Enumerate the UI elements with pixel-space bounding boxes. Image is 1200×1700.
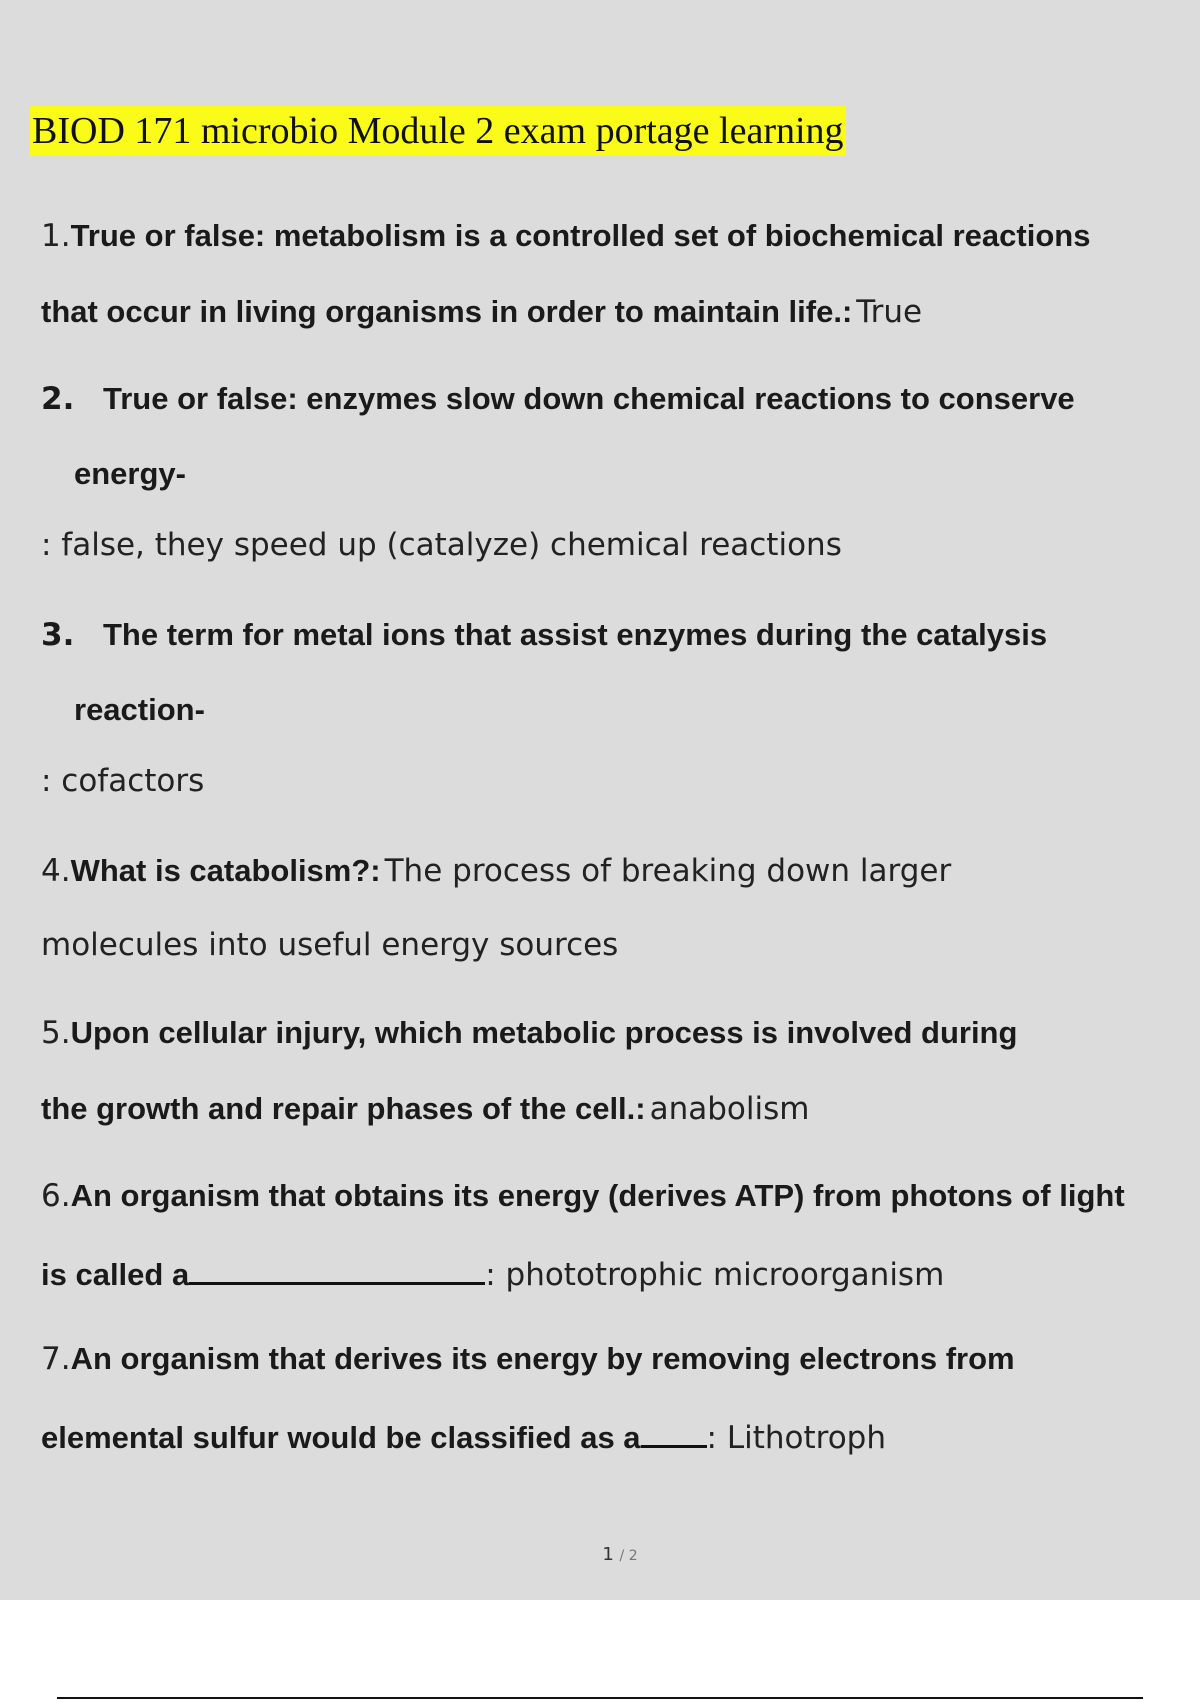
question-4-line-2 (41, 927, 619, 963)
question-2-text-cont: energy- (74, 456, 186, 491)
question-7-answer: : Lithotroph (706, 1420, 887, 1456)
question-2-answer-line (41, 527, 842, 563)
question-6-answer: : phototrophic microorganism (485, 1257, 945, 1293)
question-6-line-1 (41, 1180, 1125, 1212)
question-2-line-1 (41, 383, 1075, 415)
question-4-answer-cont: molecules into useful energy sources (41, 927, 619, 963)
question-3-text-cont: reaction- (74, 692, 205, 727)
question-3-answer: : cofactors (41, 763, 205, 799)
question-1-text-cont: that occur in living organisms in order to maintain life.: (41, 294, 853, 329)
question-3-number: 3. (41, 617, 75, 653)
next-page-rule (57, 1697, 1143, 1699)
question-6-text-cont: is called a (41, 1257, 190, 1292)
question-2-line-2 (74, 458, 186, 489)
question-1-number: 1. (41, 218, 71, 254)
question-5-answer: anabolism (649, 1091, 810, 1127)
question-2-answer: : false, they speed up (catalyze) chemical reactions (41, 527, 842, 563)
question-6-text: An organism that obtains its energy (derives ATP) from photons of light (70, 1178, 1125, 1213)
question-4-text: What is catabolism?: (70, 853, 381, 888)
question-6-number: 6. (41, 1178, 71, 1214)
question-5-text: Upon cellular injury, which metabolic process is involved during (70, 1015, 1018, 1050)
question-3-answer-line (41, 763, 205, 799)
question-3-text: The term for metal ions that assist enzymes during the catalysis (103, 617, 1048, 652)
page-current: 1 (602, 1544, 614, 1565)
question-5-number: 5. (41, 1015, 71, 1051)
question-5-line-2 (41, 1093, 809, 1125)
question-1-line-2 (41, 296, 922, 328)
question-5-text-cont: the growth and repair phases of the cell.: (41, 1091, 646, 1126)
question-1-line-1 (41, 220, 1090, 252)
question-1-answer: True (856, 294, 923, 330)
question-4-line-1 (41, 855, 951, 887)
question-1-text: True or false: metabolism is a controlled set of biochemical reactions (70, 218, 1091, 253)
question-7-number: 7. (41, 1341, 71, 1377)
question-7-line-1 (41, 1343, 1015, 1375)
question-3-line-1 (41, 619, 1047, 651)
document-title: BIOD 171 microbio Module 2 exam portage learning (30, 106, 846, 156)
question-3-line-2 (74, 694, 205, 725)
question-2-number: 2. (41, 381, 75, 417)
question-7-line-2 (41, 1419, 886, 1454)
question-6-line-2 (41, 1256, 944, 1291)
question-7-text-cont: elemental sulfur would be classified as a (41, 1420, 641, 1455)
question-4-answer: The process of breaking down larger (384, 853, 952, 889)
question-5-line-1 (41, 1017, 1017, 1049)
question-7-text: An organism that derives its energy by removing electrons from (70, 1341, 1015, 1376)
question-4-number: 4. (41, 853, 71, 889)
question-2-text: True or false: enzymes slow down chemical reactions to conserve (103, 381, 1075, 416)
question-7-blank (641, 1419, 707, 1448)
page-total: / 2 (619, 1548, 638, 1564)
question-6-blank (189, 1256, 485, 1285)
page-indicator (0, 1544, 1200, 1565)
